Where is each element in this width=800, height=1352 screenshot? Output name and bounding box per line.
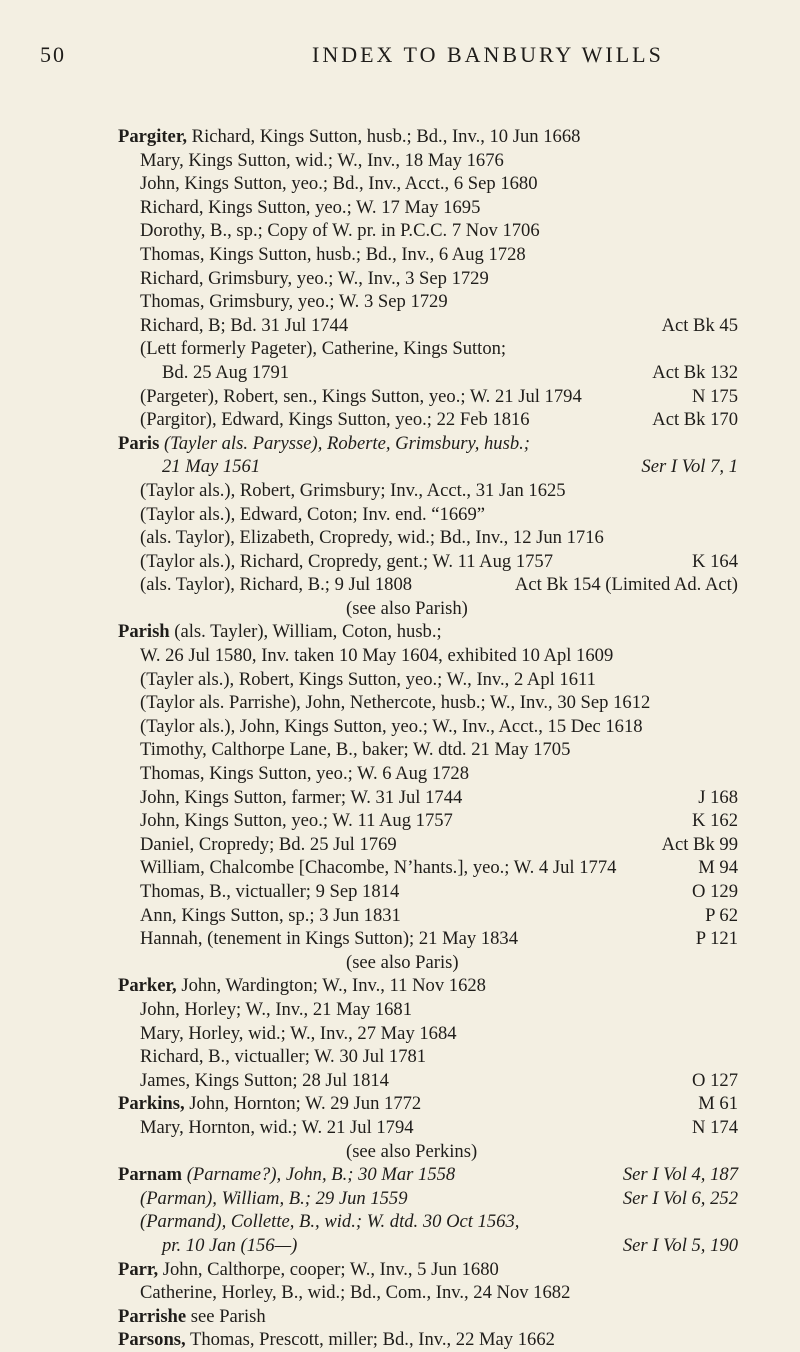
entry-text: Richard, B., victualler; W. 30 Jul 1781	[140, 1046, 427, 1068]
entry-text: (Parmand), Collette, B., wid.; W. dtd. 30 Oct 1563,	[140, 1211, 520, 1233]
entry-text: John, Wardington; W., Inv., 11 Nov 1628	[176, 975, 486, 997]
index-entry	[118, 691, 738, 715]
index-entry	[118, 196, 738, 220]
index-entry	[118, 620, 738, 644]
index-entry	[118, 904, 738, 928]
index-entry	[118, 974, 738, 998]
index-entry	[118, 1163, 738, 1187]
entry-text: Dorothy, B., sp.; Copy of W. pr. in P.C.C. 7 Nov 1706	[140, 220, 540, 242]
entry-reference: J 168	[698, 786, 738, 808]
index-entry	[118, 432, 738, 456]
index-entry	[118, 1022, 738, 1046]
entry-text: Thomas, Grimsbury, yeo.; W. 3 Sep 1729	[140, 291, 448, 313]
entry-text: Richard, Kings Sutton, husb.; Bd., Inv., 10 Jun 1668	[187, 126, 581, 147]
index-entry	[118, 927, 738, 951]
entry-text: (see also Perkins)	[346, 1140, 478, 1162]
entry-reference: P 62	[705, 904, 738, 926]
entry-text: (als. Taylor), Richard, B.; 9 Jul 1808	[140, 574, 413, 596]
index-entry	[118, 290, 738, 314]
entry-text: Thomas, Prescott, miller; Bd., Inv., 22 May 1662	[185, 1329, 555, 1351]
index-entry	[118, 550, 738, 574]
index-entry	[118, 880, 738, 904]
entry-text: John, Calthorpe, cooper; W., Inv., 5 Jun 1680	[158, 1258, 499, 1280]
running-title: INDEX TO BANBURY WILLS	[312, 42, 664, 67]
index-entry	[118, 149, 738, 173]
index-entry	[118, 1116, 738, 1140]
entry-text: (Taylor als. Parrishe), John, Nethercote, husb.; W., Inv., 30 Sep 1612	[140, 692, 651, 714]
entry-surname: Parsons,	[118, 1329, 186, 1351]
index-entry	[118, 503, 738, 527]
index-entry	[118, 172, 738, 196]
entry-text: (Tayler als.), Robert, Kings Sutton, yeo.; W., Inv., 2 Apl 1611	[140, 668, 596, 690]
index-entry	[118, 479, 738, 503]
index-entry	[118, 597, 738, 621]
entry-text: John, Hornton; W. 29 Jun 1772	[184, 1093, 422, 1115]
entry-text: Thomas, B., victualler; 9 Sep 1814	[140, 881, 400, 902]
index-entry	[118, 408, 738, 432]
index-entry	[118, 1187, 738, 1211]
entry-reference: Act Bk 99	[661, 833, 738, 855]
entry-text: Mary, Hornton, wid.; W. 21 Jul 1794	[140, 1116, 414, 1138]
entry-text: Richard, Grimsbury, yeo.; W., Inv., 3 Sep 1729	[140, 267, 489, 289]
entry-text: 21 May 1561	[162, 456, 261, 478]
entry-text: William, Chalcombe [Chacombe, N’hants.], yeo.; W. 4 Jul 1774	[140, 857, 617, 879]
index-entry	[118, 1328, 738, 1352]
index-entry	[118, 1305, 738, 1329]
entry-text: W. 26 Jul 1580, Inv. taken 10 May 1604, exhibited 10 Apl 1609	[140, 645, 614, 667]
entry-text: Mary, Kings Sutton, wid.; W., Inv., 18 May 1676	[140, 149, 504, 171]
entry-text: John, Kings Sutton, farmer; W. 31 Jul 1744	[140, 786, 463, 808]
page-number: 50	[40, 42, 66, 67]
index-entry	[118, 1281, 738, 1305]
index-entry	[118, 243, 738, 267]
index-entry	[118, 1258, 738, 1282]
index-entry	[118, 314, 738, 338]
entry-reference: Ser I Vol 4, 187	[622, 1164, 738, 1186]
entry-reference: Act Bk 170	[652, 409, 738, 431]
index-entry	[118, 455, 738, 479]
entry-surname: Parr,	[118, 1258, 159, 1280]
index-entry	[118, 385, 738, 409]
entry-text: (Taylor als.), John, Kings Sutton, yeo.; W., Inv., Acct., 15 Dec 1618	[140, 715, 643, 737]
entry-text: Daniel, Cropredy; Bd. 25 Jul 1769	[140, 833, 397, 855]
entry-text: Catherine, Horley, B., wid.; Bd., Com., Inv., 24 Nov 1682	[140, 1282, 571, 1304]
entry-text: (Taylor als.), Robert, Grimsbury; Inv., Acct., 31 Jan 1625	[140, 479, 566, 501]
entry-surname: Parrishe	[118, 1305, 187, 1327]
entry-text: Hannah, (tenement in Kings Sutton); 21 May 1834	[140, 928, 519, 950]
entry-reference: P 121	[695, 928, 738, 950]
index-entry	[118, 125, 738, 149]
entry-text: (Pargitor), Edward, Kings Sutton, yeo.; 22 Feb 1816	[140, 409, 530, 431]
entry-text: (Tayler als. Parysse), Roberte, Grimsbury, husb.;	[159, 432, 530, 454]
index-entry	[118, 715, 738, 739]
entry-reference: Act Bk 45	[661, 314, 738, 336]
entry-text: Ann, Kings Sutton, sp.; 3 Jun 1831	[140, 904, 401, 926]
entry-reference: Ser I Vol 7, 1	[641, 456, 738, 478]
index-entry	[118, 738, 738, 762]
index-entry	[118, 668, 738, 692]
entry-reference: N 175	[692, 385, 738, 407]
index-entry	[118, 1234, 738, 1258]
index-entries	[118, 125, 738, 1352]
index-entry	[118, 856, 738, 880]
entry-reference: Act Bk 132	[652, 361, 738, 383]
entry-surname: Parnam	[118, 1164, 183, 1186]
entry-text: Richard, B; Bd. 31 Jul 1744	[140, 314, 349, 336]
entry-reference: O 129	[692, 881, 738, 902]
index-entry	[118, 526, 738, 550]
entry-text: John, Kings Sutton, yeo.; Bd., Inv., Acct., 6 Sep 1680	[140, 173, 538, 195]
entry-surname: Parkins,	[118, 1093, 185, 1115]
entry-text: Thomas, Kings Sutton, husb.; Bd., Inv., 6 Aug 1728	[140, 243, 526, 265]
entry-text: Richard, Kings Sutton, yeo.; W. 17 May 1695	[140, 196, 481, 218]
entry-reference: N 174	[692, 1116, 738, 1138]
entry-text: (see also Paris)	[346, 951, 459, 973]
entry-surname: Parker,	[118, 975, 177, 997]
entry-reference: M 94	[698, 857, 738, 879]
entry-reference: K 164	[692, 550, 738, 572]
index-entry	[118, 1045, 738, 1069]
index-entry	[118, 951, 738, 975]
entry-text: John, Horley; W., Inv., 21 May 1681	[140, 998, 413, 1020]
index-entry	[118, 219, 738, 243]
entry-surname: Parish	[118, 621, 170, 643]
entry-text: John, Kings Sutton, yeo.; W. 11 Aug 1757	[140, 810, 453, 832]
index-entry	[118, 998, 738, 1022]
entry-text: (als. Tayler), William, Coton, husb.;	[169, 621, 442, 643]
index-entry	[118, 762, 738, 786]
entry-reference: Ser I Vol 5, 190	[622, 1234, 738, 1256]
entry-text: Thomas, Kings Sutton, yeo.; W. 6 Aug 1728	[140, 763, 470, 785]
entry-text: pr. 10 Jan (156—)	[162, 1234, 298, 1256]
entry-text: James, Kings Sutton; 28 Jul 1814	[140, 1069, 389, 1091]
entry-text: (Taylor als.), Edward, Coton; Inv. end. “1669”	[140, 503, 486, 525]
entry-text: (Parman), William, B.; 29 Jun 1559	[140, 1187, 408, 1209]
entry-surname: Paris	[118, 432, 160, 454]
entry-text: (Parname?), John, B.; 30 Mar 1558	[182, 1164, 456, 1186]
index-entry	[118, 1140, 738, 1164]
entry-text: Mary, Horley, wid.; W., Inv., 27 May 1684	[140, 1022, 457, 1044]
entry-text: (Pargeter), Robert, sen., Kings Sutton, yeo.; W. 21 Jul 1794	[140, 385, 582, 407]
index-entry	[118, 786, 738, 810]
entry-reference: Act Bk 154 (Limited Ad. Act)	[514, 574, 738, 596]
index-entry	[118, 1210, 738, 1234]
index-entry	[118, 833, 738, 857]
index-entry	[118, 644, 738, 668]
entry-text: (Lett formerly Pageter), Catherine, Kings Sutton;	[140, 338, 507, 360]
index-entry	[118, 809, 738, 833]
entry-reference: K 162	[692, 810, 738, 832]
index-entry	[118, 1092, 738, 1116]
entry-text: (see also Parish)	[346, 597, 468, 619]
page-header	[40, 42, 760, 72]
index-entry	[118, 573, 738, 597]
entry-reference: Ser I Vol 6, 252	[622, 1187, 738, 1209]
entry-reference: M 61	[698, 1093, 738, 1115]
index-entry	[118, 361, 738, 385]
index-entry	[118, 267, 738, 291]
index-entry	[118, 1069, 738, 1093]
entry-text: Bd. 25 Aug 1791	[162, 361, 290, 383]
entry-text: Timothy, Calthorpe Lane, B., baker; W. dtd. 21 May 1705	[140, 739, 571, 761]
entry-text: see Parish	[186, 1305, 266, 1327]
entry-text: (als. Taylor), Elizabeth, Cropredy, wid.; Bd., Inv., 12 Jun 1716	[140, 527, 604, 549]
entry-text: (Taylor als.), Richard, Cropredy, gent.; W. 11 Aug 1757	[140, 550, 554, 572]
entry-reference: O 127	[692, 1069, 738, 1091]
entry-surname: Pargiter,	[118, 126, 188, 147]
index-entry	[118, 337, 738, 361]
